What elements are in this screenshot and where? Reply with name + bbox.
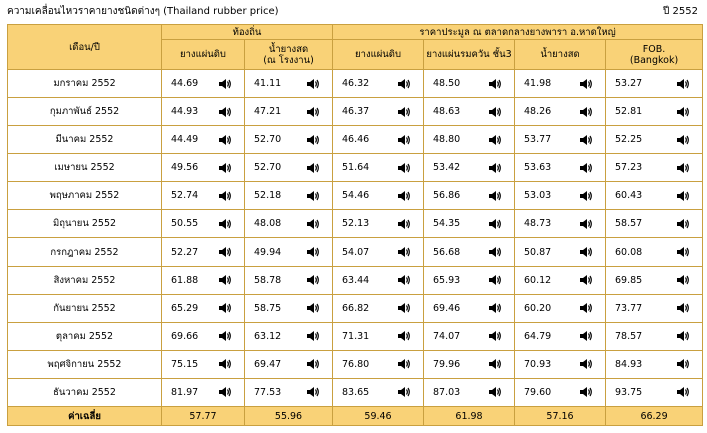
average-label: ค่าเฉลี่ย [8,407,162,426]
price-value: 52.25 [615,134,643,146]
price-cell [162,70,245,98]
header-local-sheet: ยางแผ่นดิบ [162,40,245,70]
price-value: 58.75 [254,302,282,314]
speaker-icon[interactable] [676,162,690,174]
speaker-icon[interactable] [397,302,411,314]
price-cell [245,238,333,266]
speaker-icon[interactable] [579,274,593,286]
speaker-icon[interactable] [579,162,593,174]
speaker-icon[interactable] [306,330,320,342]
price-value: 48.26 [524,106,552,118]
speaker-icon[interactable] [676,330,690,342]
price-cell [424,154,515,182]
price-cell [245,70,333,98]
price-value: 58.78 [254,274,282,286]
speaker-icon[interactable] [676,302,690,314]
price-value: 70.93 [524,358,552,370]
price-cell [606,350,703,378]
price-value: 63.12 [254,330,282,342]
price-cell [424,210,515,238]
table-row [8,154,703,182]
price-cell [162,238,245,266]
table-row [8,350,703,378]
price-cell [162,322,245,350]
price-value: 41.11 [254,78,282,90]
header-market-smoked: ยางแผ่นรมควัน ชั้น3 [424,40,515,70]
header-month: เดือน/ปี [8,25,162,70]
price-value: 69.47 [254,358,282,370]
price-cell [333,266,424,294]
price-value: 83.65 [342,386,370,398]
speaker-icon[interactable] [488,78,502,90]
price-cell [424,350,515,378]
price-cell [245,182,333,210]
speaker-icon[interactable] [579,330,593,342]
price-value: 53.77 [524,134,552,146]
price-value: 61.88 [171,274,199,286]
header-fob-line2: (Bangkok) [629,54,679,66]
speaker-icon[interactable] [676,274,690,286]
month-cell: พฤศจิกายน 2552 [8,350,162,378]
price-cell [606,210,703,238]
month-cell: ตุลาคม 2552 [8,322,162,350]
speaker-icon[interactable] [397,134,411,146]
speaker-icon[interactable] [397,358,411,370]
price-cell [515,378,606,406]
average-cell: 55.96 [245,407,333,426]
speaker-icon[interactable] [579,218,593,230]
price-value: 53.63 [524,162,552,174]
speaker-icon[interactable] [218,190,232,202]
price-cell [515,266,606,294]
speaker-icon[interactable] [218,218,232,230]
speaker-icon[interactable] [488,302,502,314]
price-value: 50.87 [524,246,552,258]
speaker-icon[interactable] [488,190,502,202]
speaker-icon[interactable] [306,218,320,230]
table-row [8,378,703,406]
price-value: 58.57 [615,218,643,230]
speaker-icon[interactable] [579,386,593,398]
price-value: 52.70 [254,162,282,174]
price-value: 60.08 [615,246,643,258]
price-cell [162,378,245,406]
speaker-icon[interactable] [488,274,502,286]
price-cell [515,154,606,182]
speaker-icon[interactable] [488,330,502,342]
price-value: 60.43 [615,190,643,202]
speaker-icon[interactable] [488,162,502,174]
price-value: 69.85 [615,274,643,286]
price-cell [424,322,515,350]
price-cell [424,98,515,126]
speaker-icon[interactable] [579,302,593,314]
price-value: 66.82 [342,302,370,314]
speaker-icon[interactable] [579,106,593,118]
speaker-icon[interactable] [306,274,320,286]
price-value: 51.64 [342,162,370,174]
average-cell: 66.29 [606,407,703,426]
speaker-icon[interactable] [397,78,411,90]
month-cell: มีนาคม 2552 [8,126,162,154]
speaker-icon[interactable] [676,78,690,90]
price-cell [162,154,245,182]
speaker-icon[interactable] [397,218,411,230]
price-value: 71.31 [342,330,370,342]
speaker-icon[interactable] [488,358,502,370]
price-value: 44.69 [171,78,199,90]
month-cell: กรกฎาคม 2552 [8,238,162,266]
header-market-latex: น้ำยางสด [515,40,606,70]
speaker-icon[interactable] [218,330,232,342]
price-value: 57.23 [615,162,643,174]
price-cell [515,294,606,322]
price-value: 69.66 [171,330,199,342]
speaker-icon[interactable] [397,106,411,118]
price-cell [606,378,703,406]
price-cell [245,350,333,378]
year-label: ปี 2552 [663,6,698,17]
month-cell: กันยายน 2552 [8,294,162,322]
price-cell [162,266,245,294]
price-cell [162,350,245,378]
price-value: 69.46 [433,302,461,314]
price-cell [424,238,515,266]
price-value: 50.55 [171,218,199,230]
price-cell [333,322,424,350]
table-row [8,238,703,266]
speaker-icon[interactable] [488,246,502,258]
speaker-icon[interactable] [488,218,502,230]
price-cell [333,126,424,154]
price-cell [245,322,333,350]
header-fob [606,40,703,70]
month-cell: กุมภาพันธ์ 2552 [8,98,162,126]
price-value: 46.37 [342,106,370,118]
price-cell [333,210,424,238]
average-cell: 57.77 [162,407,245,426]
price-cell [515,350,606,378]
average-cell: 61.98 [424,407,515,426]
price-value: 53.03 [524,190,552,202]
speaker-icon[interactable] [306,134,320,146]
price-value: 46.46 [342,134,370,146]
speaker-icon[interactable] [218,274,232,286]
price-cell [333,378,424,406]
price-cell [515,182,606,210]
price-cell [606,238,703,266]
price-cell [245,294,333,322]
price-value: 53.27 [615,78,643,90]
price-value: 48.08 [254,218,282,230]
price-cell [162,126,245,154]
price-cell [515,238,606,266]
price-cell [424,266,515,294]
price-value: 56.68 [433,246,461,258]
price-cell [245,378,333,406]
header-local-latex-line2: (ณ โรงงาน) [263,54,314,66]
speaker-icon[interactable] [218,78,232,90]
price-value: 44.49 [171,134,199,146]
price-cell [333,70,424,98]
speaker-icon[interactable] [676,386,690,398]
price-cell [606,154,703,182]
price-value: 74.07 [433,330,461,342]
price-value: 79.96 [433,358,461,370]
price-value: 64.79 [524,330,552,342]
average-cell: 59.46 [333,407,424,426]
price-value: 60.20 [524,302,552,314]
price-cell [162,294,245,322]
price-value: 52.74 [171,190,199,202]
price-value: 79.60 [524,386,552,398]
price-value: 52.18 [254,190,282,202]
price-cell [515,70,606,98]
price-value: 65.29 [171,302,199,314]
price-cell [245,126,333,154]
speaker-icon[interactable] [218,386,232,398]
table-row [8,322,703,350]
table-row [8,294,703,322]
rubber-price-table [7,24,703,426]
speaker-icon[interactable] [676,246,690,258]
header-fob-line1: FOB. [642,43,666,55]
price-cell [606,294,703,322]
price-cell [333,182,424,210]
month-cell: ธันวาคม 2552 [8,378,162,406]
speaker-icon[interactable] [676,106,690,118]
price-cell [245,154,333,182]
price-value: 53.42 [433,162,461,174]
page-title: ความเคลื่อนไหวราคายางชนิดต่างๆ (Thailand rubber price) [7,6,279,17]
month-cell: มกราคม 2552 [8,70,162,98]
price-cell [333,294,424,322]
header-local-latex [245,40,333,70]
price-value: 77.53 [254,386,282,398]
price-value: 87.03 [433,386,461,398]
table-row [8,266,703,294]
speaker-icon[interactable] [676,190,690,202]
table-row [8,182,703,210]
speaker-icon[interactable] [306,106,320,118]
price-value: 60.12 [524,274,552,286]
speaker-icon[interactable] [306,358,320,370]
price-cell [515,126,606,154]
speaker-icon[interactable] [397,190,411,202]
price-cell [333,154,424,182]
speaker-icon[interactable] [306,302,320,314]
price-cell [245,266,333,294]
speaker-icon[interactable] [306,386,320,398]
price-value: 49.56 [171,162,199,174]
speaker-icon[interactable] [676,358,690,370]
price-cell [333,98,424,126]
speaker-icon[interactable] [218,134,232,146]
speaker-icon[interactable] [676,218,690,230]
price-value: 54.35 [433,218,461,230]
price-value: 73.77 [615,302,643,314]
price-value: 65.93 [433,274,461,286]
price-value: 84.93 [615,358,643,370]
average-cell: 57.16 [515,407,606,426]
price-value: 76.80 [342,358,370,370]
price-value: 48.73 [524,218,552,230]
speaker-icon[interactable] [218,106,232,118]
price-value: 48.80 [433,134,461,146]
speaker-icon[interactable] [488,106,502,118]
table-row [8,98,703,126]
speaker-icon[interactable] [579,190,593,202]
price-value: 56.86 [433,190,461,202]
header-local: ท้องถิ่น [162,25,333,40]
speaker-icon[interactable] [306,190,320,202]
month-cell: พฤษภาคม 2552 [8,182,162,210]
speaker-icon[interactable] [306,78,320,90]
price-value: 52.13 [342,218,370,230]
price-cell [162,182,245,210]
price-cell [515,210,606,238]
speaker-icon[interactable] [397,330,411,342]
page-header [0,0,707,22]
speaker-icon[interactable] [579,134,593,146]
price-cell [606,266,703,294]
price-value: 63.44 [342,274,370,286]
price-cell [162,98,245,126]
speaker-icon[interactable] [218,302,232,314]
price-value: 49.94 [254,246,282,258]
speaker-icon[interactable] [306,162,320,174]
speaker-icon[interactable] [218,162,232,174]
month-cell: เมษายน 2552 [8,154,162,182]
price-value: 52.81 [615,106,643,118]
price-value: 93.75 [615,386,643,398]
speaker-icon[interactable] [676,134,690,146]
month-cell: มิถุนายน 2552 [8,210,162,238]
price-cell [515,98,606,126]
price-value: 48.50 [433,78,461,90]
price-cell [162,210,245,238]
price-cell [424,378,515,406]
speaker-icon[interactable] [397,386,411,398]
price-value: 41.98 [524,78,552,90]
header-central-market: ราคาประมูล ณ ตลาดกลางยางพารา อ.หาดใหญ่ [333,25,703,40]
average-row [8,407,703,426]
price-value: 78.57 [615,330,643,342]
speaker-icon[interactable] [579,78,593,90]
header-local-latex-line1: น้ำยางสด [268,43,309,55]
price-cell [515,322,606,350]
price-cell [424,126,515,154]
speaker-icon[interactable] [488,134,502,146]
speaker-icon[interactable] [218,358,232,370]
price-cell [606,70,703,98]
price-value: 52.70 [254,134,282,146]
price-cell [606,322,703,350]
price-cell [606,126,703,154]
price-value: 46.32 [342,78,370,90]
price-value: 47.21 [254,106,282,118]
price-cell [424,182,515,210]
price-value: 54.46 [342,190,370,202]
price-value: 44.93 [171,106,199,118]
speaker-icon[interactable] [397,246,411,258]
price-value: 81.97 [171,386,199,398]
table-row [8,126,703,154]
price-cell [333,350,424,378]
price-cell [333,238,424,266]
table-row [8,210,703,238]
speaker-icon[interactable] [579,246,593,258]
table-body [8,70,703,407]
price-value: 75.15 [171,358,199,370]
speaker-icon[interactable] [397,162,411,174]
price-value: 48.63 [433,106,461,118]
header-market-sheet: ยางแผ่นดิบ [333,40,424,70]
speaker-icon[interactable] [218,246,232,258]
price-cell [424,70,515,98]
month-cell: สิงหาคม 2552 [8,266,162,294]
speaker-icon[interactable] [306,246,320,258]
speaker-icon[interactable] [397,274,411,286]
table-row [8,70,703,98]
price-value: 52.27 [171,246,199,258]
price-cell [606,98,703,126]
speaker-icon[interactable] [579,358,593,370]
price-cell [245,210,333,238]
speaker-icon[interactable] [488,386,502,398]
price-cell [424,294,515,322]
price-value: 54.07 [342,246,370,258]
price-cell [245,98,333,126]
price-cell [606,182,703,210]
